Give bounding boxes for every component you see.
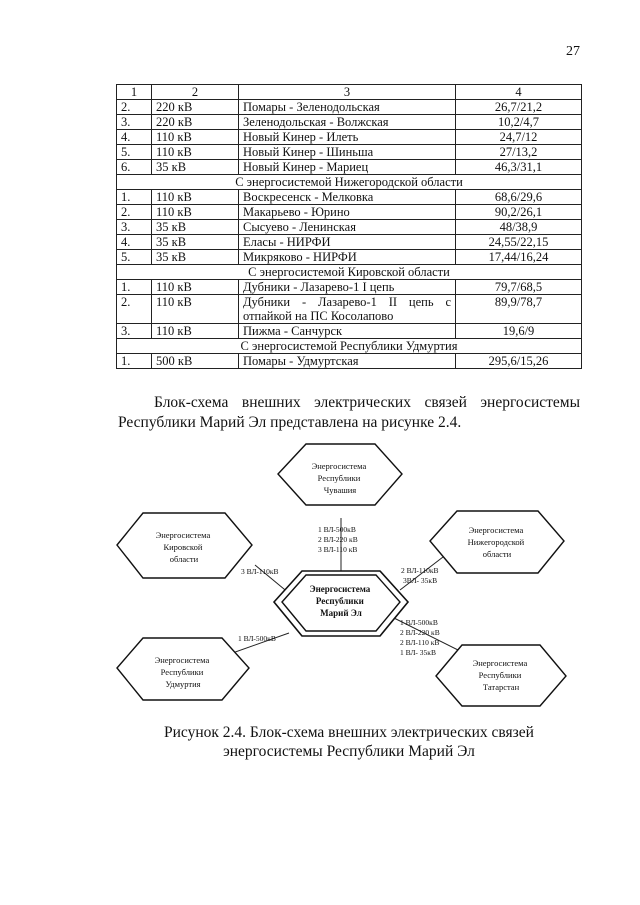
line-name-cell: Помары - Зеленодольская [239, 100, 456, 115]
value-cell: 27/13,2 [456, 145, 582, 160]
line-name-cell: Зеленодольская - Волжская [239, 115, 456, 130]
row-number: 5. [117, 145, 152, 160]
line-name-cell: Новый Кинер - Мариец [239, 160, 456, 175]
voltage-cell: 110 кВ [152, 324, 239, 339]
value-cell: 19,6/9 [456, 324, 582, 339]
line-name-cell: Микряково - НИРФИ [239, 250, 456, 265]
value-cell: 89,9/78,7 [456, 295, 582, 324]
voltage-cell: 35 кВ [152, 235, 239, 250]
row-number: 3. [117, 115, 152, 130]
value-cell: 24,55/22,15 [456, 235, 582, 250]
voltage-cell: 110 кВ [152, 295, 239, 324]
voltage-cell: 35 кВ [152, 160, 239, 175]
value-cell: 295,6/15,26 [456, 354, 582, 369]
line-name-cell: Еласы - НИРФИ [239, 235, 456, 250]
value-cell: 79,7/68,5 [456, 280, 582, 295]
voltage-cell: 220 кВ [152, 100, 239, 115]
figure-caption [118, 723, 580, 761]
voltage-cell: 110 кВ [152, 280, 239, 295]
caption-line-2: энергосистемы Республики Марий Эл [223, 743, 475, 760]
table-header-cell: 3 [239, 85, 456, 100]
label-top: 1 ВЛ-500кВ 2 ВЛ-220 кВ 3 ВЛ-110 кВ [318, 525, 358, 554]
row-number: 1. [117, 280, 152, 295]
row-number: 4. [117, 235, 152, 250]
row-number: 4. [117, 130, 152, 145]
voltage-cell: 110 кВ [152, 130, 239, 145]
line-name-cell: Новый Кинер - Илеть [239, 130, 456, 145]
table-header-cell: 4 [456, 85, 582, 100]
value-cell: 24,7/12 [456, 130, 582, 145]
line-name-cell: Воскресенск - Мелковка [239, 190, 456, 205]
hex-center-text: Энергосистема Республики Марий Эл [309, 584, 371, 618]
row-number: 6. [117, 160, 152, 175]
row-number: 2. [117, 295, 152, 324]
line-name-cell: Сысуево - Ленинская [239, 220, 456, 235]
label-bottom-left: 1 ВЛ-500кВ [238, 634, 276, 643]
paragraph-line-2: Республики Марий Эл представлена на рисунке 2.4. [118, 414, 462, 431]
value-cell: 46,3/31,1 [456, 160, 582, 175]
label-left: 3 ВЛ-110кВ [241, 567, 279, 576]
row-number: 1. [117, 354, 152, 369]
voltage-cell: 500 кВ [152, 354, 239, 369]
line-name-cell: Дубники - Лазарево-1 I цепь [239, 280, 456, 295]
value-cell: 17,44/16,24 [456, 250, 582, 265]
line-name-cell: Новый Кинер - Шиньша [239, 145, 456, 160]
hex-left-text: Энергосистема Кировской области [155, 530, 211, 564]
value-cell: 26,7/21,2 [456, 100, 582, 115]
row-number: 2. [117, 100, 152, 115]
row-number: 2. [117, 205, 152, 220]
voltage-cell: 35 кВ [152, 250, 239, 265]
line-name-cell: Пижма - Санчурск [239, 324, 456, 339]
hex-bottom-right-text: Энергосистема Республики Татарстан [472, 658, 528, 692]
line-name-part-2: отпайкой на ПС Косолапово [243, 309, 394, 323]
section-title: С энергосистемой Кировской области [117, 265, 582, 280]
value-cell: 68,6/29,6 [456, 190, 582, 205]
row-number: 3. [117, 220, 152, 235]
hex-bottom-left-text: Энергосистема Республики Удмуртия [154, 655, 210, 689]
section-title: С энергосистемой Республики Удмуртия [117, 339, 582, 354]
row-number: 3. [117, 324, 152, 339]
table-header-cell: 1 [117, 85, 152, 100]
row-number: 1. [117, 190, 152, 205]
voltage-cell: 220 кВ [152, 115, 239, 130]
page-number: 27 [566, 44, 580, 59]
value-cell: 90,2/26,1 [456, 205, 582, 220]
value-cell: 10,2/4,7 [456, 115, 582, 130]
value-cell: 48/38,9 [456, 220, 582, 235]
caption-line-1: Рисунок 2.4. Блок-схема внешних электрических связей [164, 724, 534, 741]
label-bottom-right: 1 ВЛ-500кВ 2 ВЛ-220 кВ 2 ВЛ-110 кВ 1 ВЛ- 35кВ [400, 618, 440, 657]
line-name-part-1: Дубники - Лазарево-1 II цепь с [243, 295, 451, 309]
paragraph-line-1: Блок-схема внешних электрических связей энергосистемы [154, 394, 580, 411]
label-right: 2 ВЛ-110кВ 3ВЛ- 35кВ [401, 566, 439, 585]
row-number: 5. [117, 250, 152, 265]
voltage-cell: 35 кВ [152, 220, 239, 235]
hex-right-text: Энергосистема Нижегородской области [467, 525, 525, 559]
voltage-cell: 110 кВ [152, 205, 239, 220]
voltage-cell: 110 кВ [152, 190, 239, 205]
voltage-cell: 110 кВ [152, 145, 239, 160]
table-header-cell: 2 [152, 85, 239, 100]
hex-top-text: Энергосистема Республики Чувашия [311, 461, 367, 495]
section-title: С энергосистемой Нижегородской области [117, 175, 582, 190]
line-name-cell: Помары - Удмуртская [239, 354, 456, 369]
line-name-cell: Макарьево - Юрино [239, 205, 456, 220]
